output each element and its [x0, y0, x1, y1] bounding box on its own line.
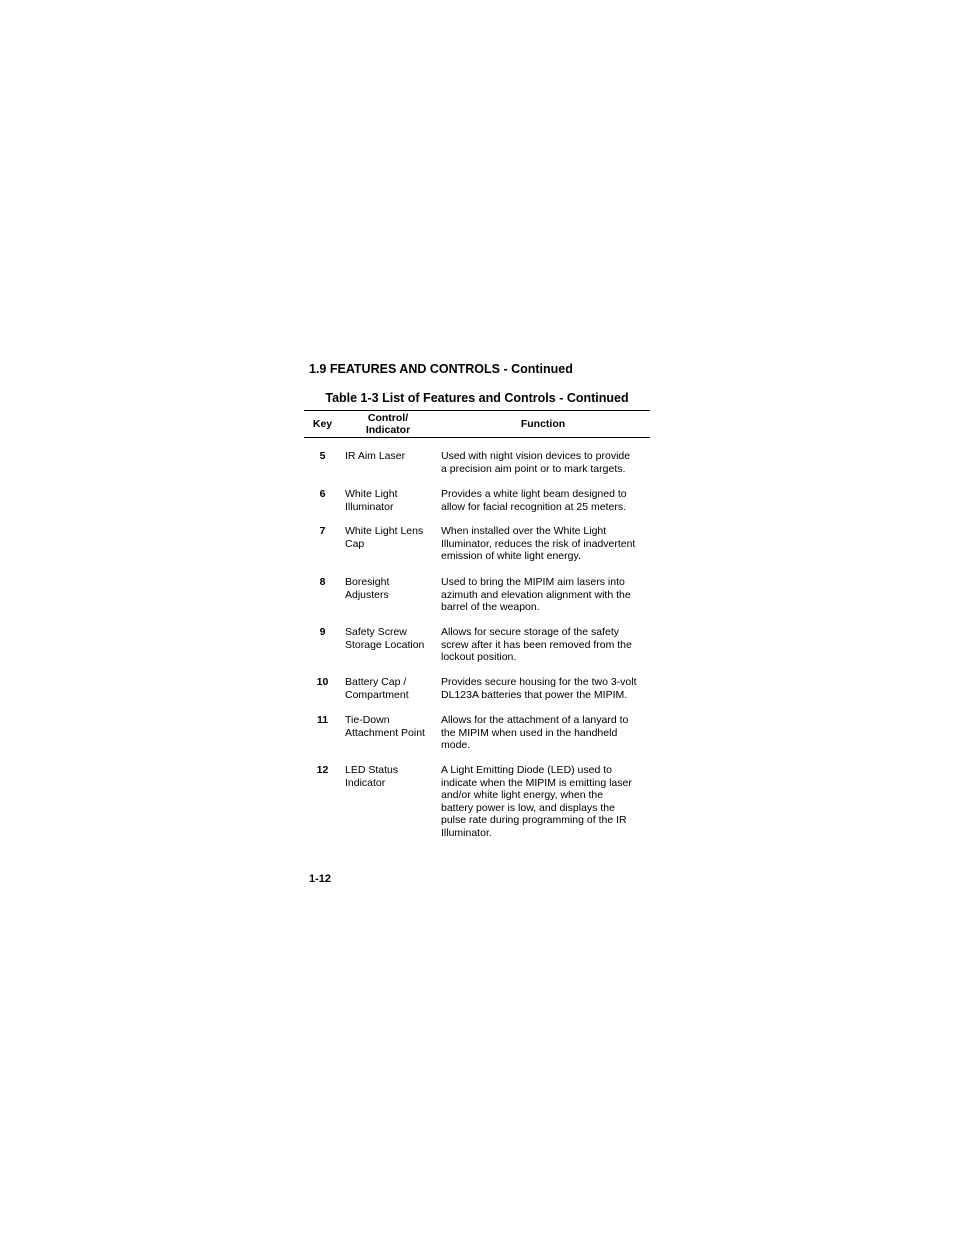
row-control-line: Boresight [345, 576, 390, 588]
row-control [345, 525, 437, 550]
row-control [345, 626, 437, 651]
column-header-key: Key [312, 418, 333, 430]
row-function-line: emission of white light energy. [441, 550, 581, 563]
row-control-line: Adjusters [345, 588, 389, 601]
row-key: 9 [319, 626, 326, 638]
row-key: 6 [319, 488, 326, 500]
row-function-line: A Light Emitting Diode (LED) used to [441, 764, 613, 776]
row-function-line: lockout position. [441, 651, 517, 664]
row-function [441, 626, 653, 664]
row-control-line: Cap [345, 537, 365, 550]
row-function [441, 450, 653, 475]
row-control-line: White Light [345, 488, 398, 500]
row-key: 12 [316, 764, 329, 776]
column-header-control-line1: Control/ [367, 412, 409, 424]
table-caption: Table 1-3 List of Features and Controls - Continued [325, 391, 629, 405]
column-header-control-indicator [345, 412, 431, 436]
row-function [441, 488, 653, 513]
row-function-line: the MIPIM when used in the handheld [441, 726, 618, 739]
row-function-line: Illuminator. [441, 826, 492, 839]
row-control-line: Compartment [345, 688, 409, 701]
row-function-line: indicate when the MIPIM is emitting laser [441, 776, 632, 789]
row-control-line: Safety Screw [345, 626, 407, 638]
row-function-line: allow for facial recognition at 25 meters. [441, 500, 627, 513]
row-function [441, 764, 653, 840]
row-function-line: Illuminator, reduces the risk of inadvertent [441, 537, 636, 550]
row-key: 5 [319, 450, 326, 462]
row-function-line: and/or white light energy, when the [441, 789, 604, 802]
row-function-line: Used to bring the MIPIM aim lasers into [441, 576, 625, 588]
row-function [441, 676, 653, 701]
row-function-line: Allows for the attachment of a lanyard to [441, 714, 629, 726]
table-header-rule [304, 437, 650, 438]
column-header-function: Function [520, 418, 566, 430]
row-control [345, 676, 437, 701]
row-control-line: Indicator [345, 776, 386, 789]
page-number: 1-12 [309, 873, 332, 885]
table-top-rule [304, 410, 650, 411]
section-title: 1.9 FEATURES AND CONTROLS - Continued [309, 362, 573, 376]
row-control [345, 576, 437, 601]
row-key: 8 [319, 576, 326, 588]
row-control-line: Storage Location [345, 638, 425, 651]
row-function-line: Provides a white light beam designed to [441, 488, 627, 500]
column-header-control-line2: Indicator [365, 424, 411, 436]
row-control-line: Attachment Point [345, 726, 425, 739]
row-function-line: When installed over the White Light [441, 525, 607, 537]
row-control-line: Tie-Down [345, 714, 390, 726]
row-function-line: pulse rate during programming of the IR [441, 814, 627, 827]
row-control [345, 488, 437, 513]
row-function-line: Allows for secure storage of the safety [441, 626, 620, 638]
row-key: 11 [316, 714, 329, 726]
row-control-line: IR Aim Laser [345, 450, 406, 462]
row-function-line: a precision aim point or to mark targets. [441, 462, 626, 475]
row-control [345, 714, 437, 739]
row-function-line: Used with night vision devices to provide [441, 450, 631, 462]
row-key: 10 [316, 676, 329, 688]
row-function-line: DL123A batteries that power the MIPIM. [441, 688, 628, 701]
row-function [441, 576, 653, 614]
row-function [441, 525, 653, 563]
row-key: 7 [319, 525, 326, 537]
row-function-line: azimuth and elevation alignment with the [441, 588, 631, 601]
row-control [345, 764, 437, 789]
row-function [441, 714, 653, 752]
row-function-line: screw after it has been removed from the [441, 638, 632, 651]
row-function-line: barrel of the weapon. [441, 601, 540, 614]
row-function-line: mode. [441, 739, 471, 752]
row-control-line: LED Status [345, 764, 399, 776]
row-function-line: Provides secure housing for the two 3-volt [441, 676, 637, 688]
row-function-line: battery power is low, and displays the [441, 801, 615, 814]
row-control-line: Illuminator [345, 500, 394, 513]
row-control-line: Battery Cap / [345, 676, 407, 688]
row-control [345, 450, 437, 463]
row-control-line: White Light Lens [345, 525, 424, 537]
